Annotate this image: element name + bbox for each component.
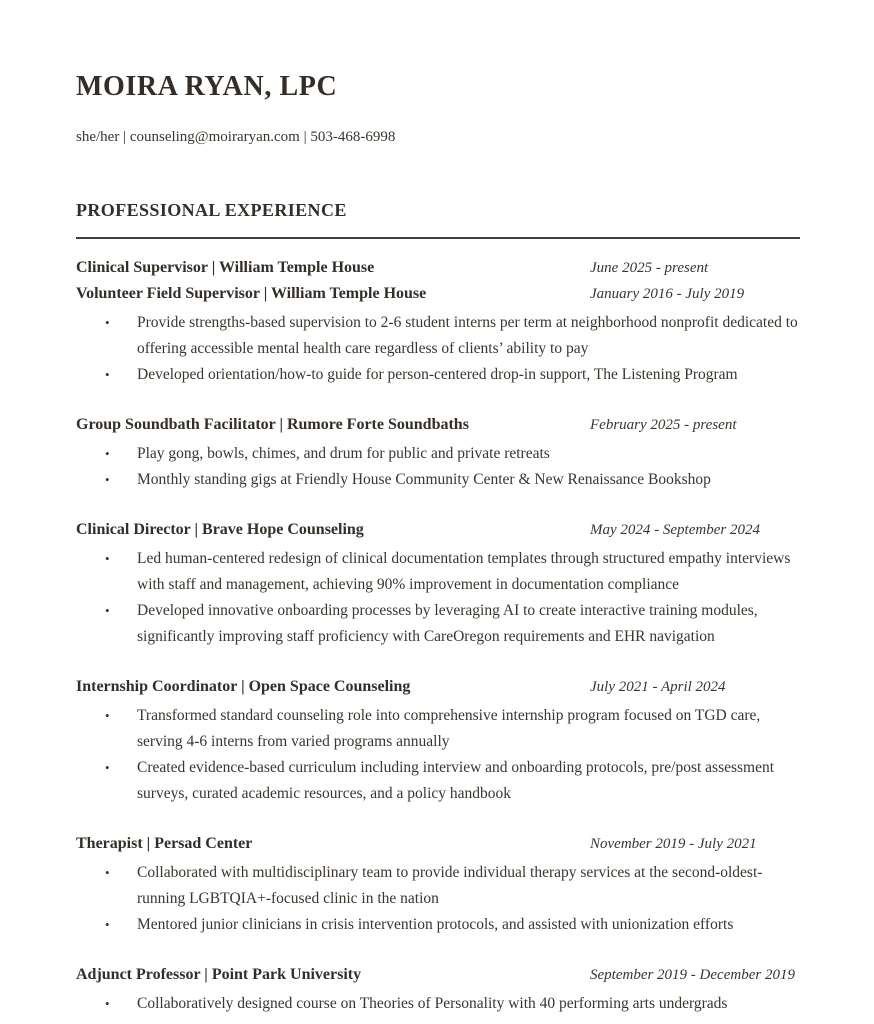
role-row: [76, 255, 800, 281]
experience-entry: [76, 517, 800, 650]
bullet-marker-icon: •: [105, 708, 110, 723]
bullet-text: Created evidence-based curriculum including interview and onboarding protocols, pre/post assessment surveys, curated academic resources, and a policy handbook: [137, 759, 775, 802]
bullet-list: [76, 991, 800, 1017]
role-row: [76, 412, 800, 438]
role-dates: September 2019 - December 2019: [590, 967, 795, 983]
bullet-marker-icon: •: [105, 917, 110, 932]
role-title: Internship Coordinator | Open Space Counseling: [76, 678, 411, 695]
bullet-text: Play gong, bowls, chimes, and drum for public and private retreats: [137, 445, 550, 462]
role-row: [76, 674, 800, 700]
bullet-text: Provide strengths-based supervision to 2-6 student interns per term at neighborhood nonprofit dedicated to offering accessible mental health care regardless of clients’ ability to pay: [137, 314, 798, 357]
bullet-marker-icon: •: [105, 367, 110, 382]
role-dates: July 2021 - April 2024: [590, 679, 726, 695]
bullet-marker-icon: •: [105, 996, 110, 1011]
section-title-professional-experience: PROFESSIONAL EXPERIENCE: [76, 200, 347, 220]
role-dates: January 2016 - July 2019: [590, 286, 745, 302]
bullet-marker-icon: •: [105, 865, 110, 880]
bullet-item: [76, 310, 800, 362]
bullet-list: [76, 310, 800, 388]
bullet-item: [76, 467, 800, 493]
role-dates: June 2025 - present: [590, 260, 709, 276]
bullet-text: Mentored junior clinicians in crisis intervention protocols, and assisted with unionization efforts: [137, 916, 734, 933]
bullet-text: Transformed standard counseling role into comprehensive internship program focused on TGD care, serving 4-6 interns from varied programs annually: [137, 707, 761, 750]
bullet-text: Led human-centered redesign of clinical documentation templates through structured empathy interviews with staff and management, achieving 90% improvement in documentation compliance: [137, 550, 791, 593]
bullet-list: [76, 441, 800, 493]
bullet-marker-icon: •: [105, 472, 110, 487]
role-title: Adjunct Professor | Point Park University: [76, 966, 362, 983]
bullet-list: [76, 546, 800, 650]
role-dates: November 2019 - July 2021: [590, 836, 757, 852]
contact-line: she/her | counseling@moiraryan.com | 503-468-6998: [76, 129, 396, 145]
bullet-marker-icon: •: [105, 551, 110, 566]
bullet-marker-icon: •: [105, 603, 110, 618]
role-row: [76, 281, 800, 307]
section-divider: [76, 237, 800, 239]
role-row: [76, 831, 800, 857]
person-name: MOIRA RYAN, LPC: [76, 71, 338, 102]
bullet-item: [76, 755, 800, 807]
role-dates: February 2025 - present: [590, 417, 737, 433]
bullet-list: [76, 703, 800, 807]
bullet-item: [76, 860, 800, 912]
bullet-item: [76, 441, 800, 467]
role-row: [76, 517, 800, 543]
experience-entry: [76, 674, 800, 807]
bullet-text: Collaborated with multidisciplinary team to provide individual therapy services at the second-oldest-running LGBTQIA+-focused clinic in the nation: [137, 864, 763, 907]
bullet-text: Monthly standing gigs at Friendly House Community Center & New Renaissance Bookshop: [137, 471, 711, 488]
role-title: Therapist | Persad Center: [76, 835, 253, 852]
bullet-item: [76, 362, 800, 388]
bullet-marker-icon: •: [105, 315, 110, 330]
role-dates: May 2024 - September 2024: [590, 522, 760, 538]
role-row: [76, 962, 800, 988]
bullet-text: Developed innovative onboarding processes by leveraging AI to create interactive training modules, significantly improving staff proficiency with CareOregon requirements and EHR navigation: [137, 602, 758, 645]
bullet-list: [76, 860, 800, 938]
bullet-item: [76, 598, 800, 650]
experience-entries: [76, 255, 800, 1017]
experience-entry: [76, 412, 800, 493]
experience-entry: [76, 831, 800, 938]
bullet-item: [76, 703, 800, 755]
bullet-item: [76, 912, 800, 938]
experience-entry: [76, 255, 800, 388]
bullet-item: [76, 991, 800, 1017]
experience-entry: [76, 962, 800, 1017]
role-title: Clinical Supervisor | William Temple House: [76, 259, 375, 276]
role-title: Clinical Director | Brave Hope Counseling: [76, 521, 364, 538]
bullet-marker-icon: •: [105, 760, 110, 775]
bullet-text: Developed orientation/how-to guide for person-centered drop-in support, The Listening Program: [137, 366, 738, 383]
role-title: Group Soundbath Facilitator | Rumore Forte Soundbaths: [76, 416, 469, 433]
bullet-marker-icon: •: [105, 446, 110, 461]
role-title: Volunteer Field Supervisor | William Temple House: [76, 285, 427, 302]
bullet-item: [76, 546, 800, 598]
bullet-text: Collaboratively designed course on Theories of Personality with 40 performing arts undergrads: [137, 995, 728, 1012]
